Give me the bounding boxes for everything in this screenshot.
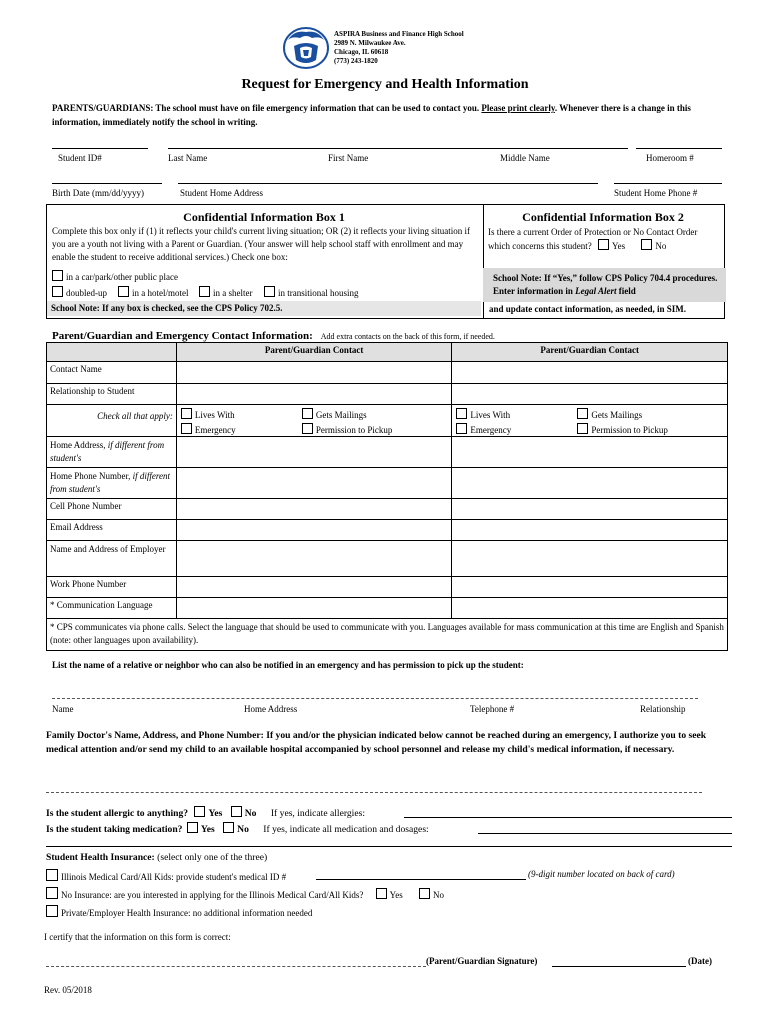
email-cell-1[interactable] <box>176 520 452 541</box>
signature-label: (Parent/Guardian Signature) <box>426 956 538 966</box>
home-phone-line[interactable] <box>614 183 722 184</box>
insurance-opt2[interactable]: No Insurance: are you interested in applying for the Illinois Medical Card/All Kids? Yes No <box>46 887 444 900</box>
table-row <box>47 437 728 468</box>
relative-line[interactable] <box>52 698 698 699</box>
table-row <box>47 384 728 405</box>
row-label-work-phone: Work Phone Number <box>47 577 177 598</box>
allergic-no-checkbox[interactable] <box>231 806 242 817</box>
check-gets-mailings[interactable]: Gets Mailings <box>302 408 367 420</box>
table-row <box>47 520 728 541</box>
insurance-opt1[interactable]: Illinois Medical Card/All Kids: provide student's medical ID # <box>46 869 286 882</box>
signature-line[interactable] <box>46 966 426 967</box>
label-last-name: Last Name <box>168 153 208 163</box>
insurance-private-checkbox[interactable] <box>46 905 58 917</box>
checkbox[interactable] <box>181 408 192 419</box>
student-id-line[interactable] <box>52 148 148 149</box>
header-contact-1: Parent/Guardian Contact <box>176 343 452 362</box>
check-gets-mailings[interactable]: Gets Mailings <box>577 408 642 420</box>
date-label: (Date) <box>688 956 712 966</box>
check-pickup[interactable]: Permission to Pickup <box>302 423 393 435</box>
checkbox[interactable] <box>118 286 129 297</box>
language-cell-2[interactable] <box>452 598 728 619</box>
birthdate-line[interactable] <box>52 183 162 184</box>
option-public-place[interactable]: in a car/park/other public place <box>52 270 178 282</box>
label-first-name: First Name <box>328 153 369 163</box>
option-hotel[interactable]: in a hotel/motel <box>118 286 189 298</box>
checkbox[interactable] <box>577 408 588 419</box>
box2-note: School Note: If “Yes,” follow CPS Policy 704.4 procedures. Enter information in Legal Alert field <box>483 268 726 302</box>
cell-phone-cell-2[interactable] <box>452 499 728 520</box>
row-label-language: * Communication Language <box>47 598 177 619</box>
checkbox[interactable] <box>52 270 63 281</box>
email-cell-2[interactable] <box>452 520 728 541</box>
row-label-check-all: Check all that apply: <box>47 405 177 437</box>
school-logo <box>282 26 330 70</box>
checkbox[interactable] <box>302 423 313 434</box>
check-lives-with[interactable]: Lives With <box>456 408 510 420</box>
option-shelter[interactable]: in a shelter <box>199 286 253 298</box>
insurance-opt3[interactable]: Private/Employer Health Insurance: no additional information needed <box>46 905 312 918</box>
label-home-phone: Student Home Phone # <box>614 188 698 198</box>
revision: Rev. 05/2018 <box>44 985 92 995</box>
table-row <box>47 577 728 598</box>
page-title: Request for Emergency and Health Information <box>241 77 529 92</box>
box2-title: Confidential Information Box 2 <box>522 210 684 224</box>
certify-text: I certify that the information on this form is correct: <box>44 932 231 942</box>
checkbox[interactable] <box>52 286 63 297</box>
table-row <box>47 499 728 520</box>
check-pickup[interactable]: Permission to Pickup <box>577 423 668 435</box>
row-label-home-phone: Home Phone Number, if different from student's <box>47 468 177 499</box>
box2-no-checkbox[interactable] <box>641 239 652 250</box>
language-footnote: * CPS communicates via phone calls. Select the language that should be used to communicate with you. Languages available for mass communication at this time are English and Spanish (note: other languages upon availability). <box>47 619 728 651</box>
allergic-yes-checkbox[interactable] <box>194 806 205 817</box>
checkbox[interactable] <box>577 423 588 434</box>
insurance-medical-checkbox[interactable] <box>46 869 58 881</box>
homeroom-line[interactable] <box>636 148 722 149</box>
label-relative-name: Name <box>52 704 74 714</box>
medication-line[interactable] <box>478 833 732 834</box>
medication-line-2[interactable] <box>46 846 732 847</box>
apply-yes-checkbox[interactable] <box>376 888 387 899</box>
school-city: Chicago, IL 60618 <box>334 48 389 56</box>
medical-id-line[interactable] <box>316 879 526 880</box>
apply-no-checkbox[interactable] <box>419 888 430 899</box>
box2-note-2: and update contact information, as needed, in SIM. <box>489 304 687 314</box>
relationship-cell-1[interactable] <box>176 384 452 405</box>
check-emergency[interactable]: Emergency <box>181 423 236 435</box>
box1-title: Confidential Information Box 1 <box>183 210 345 224</box>
row-label-employer: Name and Address of Employer <box>47 541 177 577</box>
relative-heading: List the name of a relative or neighbor who can also be notified in an emergency and has permission to pick up the student: <box>52 660 524 670</box>
language-cell-1[interactable] <box>176 598 452 619</box>
option-doubled-up[interactable]: doubled-up <box>52 286 107 298</box>
label-middle-name: Middle Name <box>500 153 550 163</box>
home-address-line[interactable] <box>178 183 598 184</box>
header-blank <box>47 343 177 362</box>
label-home-address: Student Home Address <box>180 188 263 198</box>
check-emergency[interactable]: Emergency <box>456 423 511 435</box>
row-label-home-address: Home Address, if different from student's <box>47 437 177 468</box>
doctor-text: Family Doctor's Name, Address, and Phone Number: If you and/or the physician indicated below cannot be reached during an emergency, I authorize you to seek medical attention and/or send my child to an available hospital accompanied by school personnel and release my child's medical information, if necessary. <box>46 730 707 755</box>
table-row <box>47 619 728 651</box>
allergies-line[interactable] <box>404 817 732 818</box>
contact-name-cell-1[interactable] <box>176 362 452 384</box>
medication-yes-checkbox[interactable] <box>187 822 198 833</box>
school-phone: (773) 243-1820 <box>334 57 378 65</box>
table-row <box>47 405 728 437</box>
school-address: 2989 N. Milwaukee Ave. <box>334 39 406 47</box>
insurance-none-checkbox[interactable] <box>46 887 58 899</box>
cell-phone-cell-1[interactable] <box>176 499 452 520</box>
table-row <box>47 468 728 499</box>
employer-cell-2[interactable] <box>452 541 728 577</box>
checks-cell-1 <box>176 405 452 437</box>
employer-cell-1[interactable] <box>176 541 452 577</box>
table-row <box>47 541 728 577</box>
checkbox[interactable] <box>456 423 467 434</box>
checkbox[interactable] <box>264 286 275 297</box>
box2-yes-checkbox[interactable] <box>598 239 609 250</box>
home-address-cell-1[interactable] <box>176 437 452 468</box>
check-lives-with[interactable]: Lives With <box>181 408 235 420</box>
table-row <box>47 598 728 619</box>
row-label-relationship: Relationship to Student <box>47 384 177 405</box>
label-homeroom: Homeroom # <box>646 153 694 163</box>
contact-name-cell-2[interactable] <box>452 362 728 384</box>
work-phone-cell-1[interactable] <box>176 577 452 598</box>
option-transitional[interactable]: in transitional housing <box>264 286 359 298</box>
box2-question: Is there a current Order of Protection or No Contact Order which concerns this student? Yes No <box>488 227 698 251</box>
insurance-heading: Student Health Insurance: (select only one of the three) <box>46 852 268 863</box>
name-line[interactable] <box>168 148 628 149</box>
checkbox[interactable] <box>302 408 313 419</box>
medical-id-hint: (9-digit number located on back of card) <box>528 869 675 879</box>
box1-text: Complete this box only if (1) it reflects your child's current living situation; OR (2) it reflects your living situation if you are a youth not living with a Parent or Guardian. (Your answer will help school staff with enrollment and may enable the student to receive additional services.) Check one box: <box>52 226 471 262</box>
label-birthdate: Birth Date (mm/dd/yyyy) <box>52 188 144 198</box>
medication-row: Is the student taking medication? Yes No If yes, indicate all medication and dosages: <box>46 824 429 835</box>
checkbox[interactable] <box>456 408 467 419</box>
checkbox[interactable] <box>199 286 210 297</box>
contact-heading: Parent/Guardian and Emergency Contact Information: Add extra contacts on the back of this form, if needed. <box>52 330 495 342</box>
checkbox[interactable] <box>181 423 192 434</box>
medication-no-checkbox[interactable] <box>223 822 234 833</box>
label-relative-address: Home Address <box>244 704 298 714</box>
box1-note: School Note: If any box is checked, see the CPS Policy 702.5. <box>47 301 481 316</box>
date-line[interactable] <box>552 966 686 967</box>
row-label-email: Email Address <box>47 520 177 541</box>
contact-table <box>46 342 728 651</box>
header-contact-2: Parent/Guardian Contact <box>452 343 728 362</box>
intro-text: PARENTS/GUARDIANS: The school must have on file emergency information that can be used to contact you. Please print clearly. Whenever there is a change in this information, immediately notify the school in writing. <box>52 103 691 127</box>
row-label-contact-name: Contact Name <box>47 362 177 384</box>
home-phone-cell-1[interactable] <box>176 468 452 499</box>
label-relative-phone: Telephone # <box>470 704 515 714</box>
work-phone-cell-2[interactable] <box>452 577 728 598</box>
allergic-row: Is the student allergic to anything? Yes No If yes, indicate allergies: <box>46 808 365 819</box>
table-row <box>47 362 728 384</box>
label-relative-relationship: Relationship <box>640 704 686 714</box>
label-student-id: Student ID# <box>58 153 102 163</box>
row-label-cell: Cell Phone Number <box>47 499 177 520</box>
home-address-cell-2[interactable] <box>452 437 728 468</box>
school-name: ASPIRA Business and Finance High School <box>334 30 464 38</box>
home-phone-cell-2[interactable] <box>452 468 728 499</box>
relationship-cell-2[interactable] <box>452 384 728 405</box>
checks-cell-2 <box>452 405 728 437</box>
doctor-line[interactable] <box>46 792 702 793</box>
